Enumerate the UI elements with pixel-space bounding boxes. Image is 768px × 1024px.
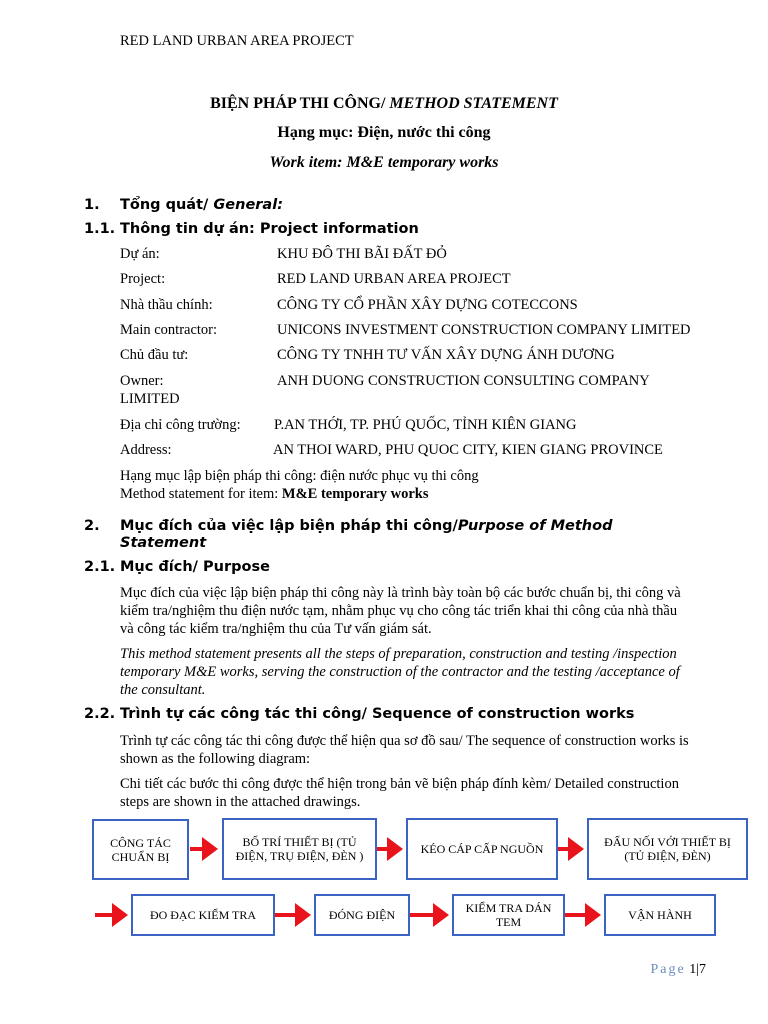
info-value: KHU ĐÔ THI BÃI ĐẤT ĐỎ — [277, 246, 447, 262]
section-title: Mục đích của việc lập biện pháp thi công/Purpose of Method — [120, 518, 613, 534]
section-title: Thông tin dự án: Project information — [120, 221, 419, 237]
flow-step-bo-tri-thiet-bi: BỐ TRÍ THIẾT BỊ (TỦ ĐIỆN, TRỤ ĐIỆN, ĐÈN ) — [222, 818, 377, 880]
sequence-paragraph-1: Trình tự các công tác thi công được thể hiện qua sơ đồ sau/ The sequence of construction works is shown as the following diagram: — [120, 733, 689, 767]
flow-step-kiem-tra-dan-tem: KIỂM TRA DÁN TEM — [452, 894, 565, 936]
work-item-vn: Hạng mục: Điện, nước thi công — [277, 124, 491, 141]
purpose-en-paragraph: This method statement presents all the steps of preparation, construction and testing /inspection temporary M&E works, serving the construction of the contractor and the testing /acceptance of the consultant. — [120, 646, 680, 698]
section-number: 1. — [84, 197, 100, 213]
info-value: CÔNG TY CỔ PHẦN XÂY DỰNG COTECCONS — [277, 297, 578, 313]
info-value: UNICONS INVESTMENT CONSTRUCTION COMPANY LIMITED — [277, 322, 691, 338]
info-label: Project: — [120, 271, 166, 287]
info-label: Dự án: — [120, 246, 160, 262]
flow-step-do-dac: ĐO ĐẠC KIỂM TRA — [131, 894, 275, 936]
flow-step-van-hanh: VẬN HÀNH — [604, 894, 716, 936]
info-value: RED LAND URBAN AREA PROJECT — [277, 271, 511, 287]
section-number: 2.1. — [84, 559, 116, 575]
info-label: Chủ đầu tư: — [120, 347, 189, 363]
running-header: RED LAND URBAN AREA PROJECT — [120, 33, 354, 49]
title-vn: BIỆN PHÁP THI CÔNG/ — [210, 95, 386, 112]
info-label: Address: — [120, 442, 172, 458]
method-item-line: Method statement for item: M&E temporary works — [120, 486, 429, 502]
page-number: Page 1|7 — [650, 962, 706, 977]
info-value: LIMITED — [120, 391, 180, 407]
section-number: 2. — [84, 518, 100, 534]
section-title-cont: Statement — [120, 535, 207, 551]
info-label: Nhà thầu chính: — [120, 297, 213, 313]
flow-step-dong-dien: ĐÓNG ĐIỆN — [314, 894, 410, 936]
info-value: AN THOI WARD, PHU QUOC CITY, KIEN GIANG PROVINCE — [273, 442, 663, 458]
document-title — [0, 95, 768, 113]
info-value: ANH DUONG CONSTRUCTION CONSULTING COMPANY — [277, 373, 650, 389]
section-number: 1.1. — [84, 221, 116, 237]
title-en: METHOD STATEMENT — [389, 95, 558, 112]
work-item-en: Work item: M&E temporary works — [269, 154, 499, 171]
hang-muc-line: Hạng mục lập biện pháp thi công: điện nước phục vụ thi công — [120, 468, 479, 484]
flow-step-keo-cap: KÉO CÁP CẤP NGUỒN — [406, 818, 558, 880]
flow-step-chuan-bi: CÔNG TÁC CHUẨN BỊ — [92, 819, 189, 880]
sequence-paragraph-2: Chi tiết các bước thi công được thể hiện trong bản vẽ biện pháp đính kèm/ Detailed construction steps are shown in the attached drawings. — [120, 776, 679, 810]
section-title: Tổng quát/ General: — [120, 197, 283, 213]
info-value: CÔNG TY TNHH TƯ VẤN XÂY DỰNG ÁNH DƯƠNG — [277, 347, 615, 363]
section-title: Mục đích/ Purpose — [120, 559, 270, 575]
section-title: Trình tự các công tác thi công/ Sequence of construction works — [120, 706, 635, 722]
info-label: Địa chỉ công trường: — [120, 417, 241, 433]
section-number: 2.2. — [84, 706, 116, 722]
flow-step-dau-noi: ĐẤU NỐI VỚI THIẾT BỊ (TỦ ĐIỆN, ĐÈN) — [587, 818, 748, 880]
info-label: Main contractor: — [120, 322, 218, 338]
info-value: P.AN THỚI, TP. PHÚ QUỐC, TỈNH KIÊN GIANG — [274, 417, 577, 433]
info-label: Owner: — [120, 373, 164, 389]
purpose-vn-paragraph: Mục đích của việc lập biện pháp thi công này là trình bày toàn bộ các bước chuẩn bị, thi công và kiểm tra/nghiệm thu điện nước tạm, nhằm phục vụ cho công tác triển khai thi công của nhà thầu và công tác kiểm tra/nghiệm thu của Tư vấn giám sát. — [120, 585, 681, 637]
